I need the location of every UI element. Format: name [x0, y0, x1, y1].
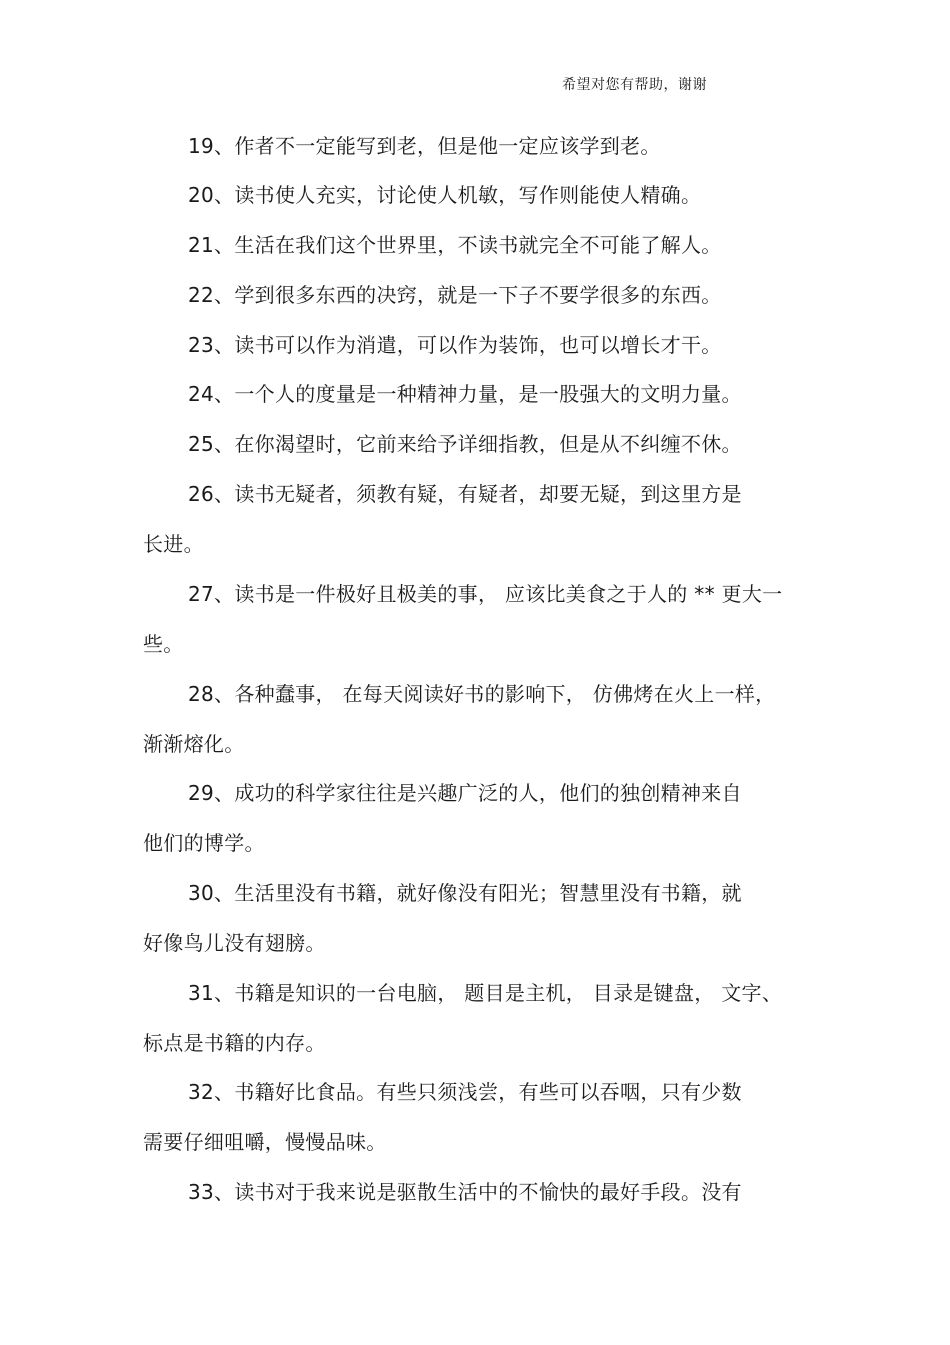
quote-30-cont: 好像鸟儿没有翅膀。	[143, 931, 326, 955]
quote-27-cont: 些。	[143, 632, 184, 656]
quote-29-cont: 他们的博学。	[143, 831, 265, 855]
quote-31: 31、书籍是知识的一台电脑， 题目是主机， 目录是键盘， 文字、	[188, 981, 783, 1005]
quote-33: 33、读书对于我来说是驱散生活中的不愉快的最好手段。没有	[188, 1180, 742, 1204]
quote-20: 20、读书使人充实，讨论使人机敏，写作则能使人精确。	[188, 183, 702, 207]
quote-27: 27、读书是一件极好且极美的事， 应该比美食之于人的 ** 更大一	[188, 582, 783, 606]
quote-26-cont: 长进。	[143, 532, 204, 556]
quote-25: 25、在你渴望时，它前来给予详细指教，但是从不纠缠不休。	[188, 432, 742, 456]
header-note: 希望对您有帮助，谢谢	[562, 77, 707, 93]
quote-21: 21、生活在我们这个世界里，不读书就完全不可能了解人。	[188, 233, 722, 257]
quote-24: 24、一个人的度量是一种精神力量，是一股强大的文明力量。	[188, 382, 742, 406]
quote-30: 30、生活里没有书籍，就好像没有阳光；智慧里没有书籍，就	[188, 881, 742, 905]
quote-23: 23、读书可以作为消遣，可以作为装饰，也可以增长才干。	[188, 333, 722, 357]
quote-32-cont: 需要仔细咀嚼，慢慢品味。	[143, 1130, 387, 1154]
quote-19: 19、作者不一定能写到老，但是他一定应该学到老。	[188, 134, 661, 158]
quote-26: 26、读书无疑者，须教有疑，有疑者，却要无疑，到这里方是	[188, 482, 742, 506]
quote-22: 22、学到很多东西的决窍，就是一下子不要学很多的东西。	[188, 283, 722, 307]
quote-31-cont: 标点是书籍的内存。	[143, 1031, 326, 1055]
quote-29: 29、成功的科学家往往是兴趣广泛的人，他们的独创精神来自	[188, 781, 742, 805]
quote-28: 28、各种蠢事， 在每天阅读好书的影响下， 仿佛烤在火上一样，	[188, 682, 776, 706]
quote-28-cont: 渐渐熔化。	[143, 732, 245, 756]
quote-32: 32、书籍好比食品。有些只须浅尝，有些可以吞咽，只有少数	[188, 1080, 742, 1104]
